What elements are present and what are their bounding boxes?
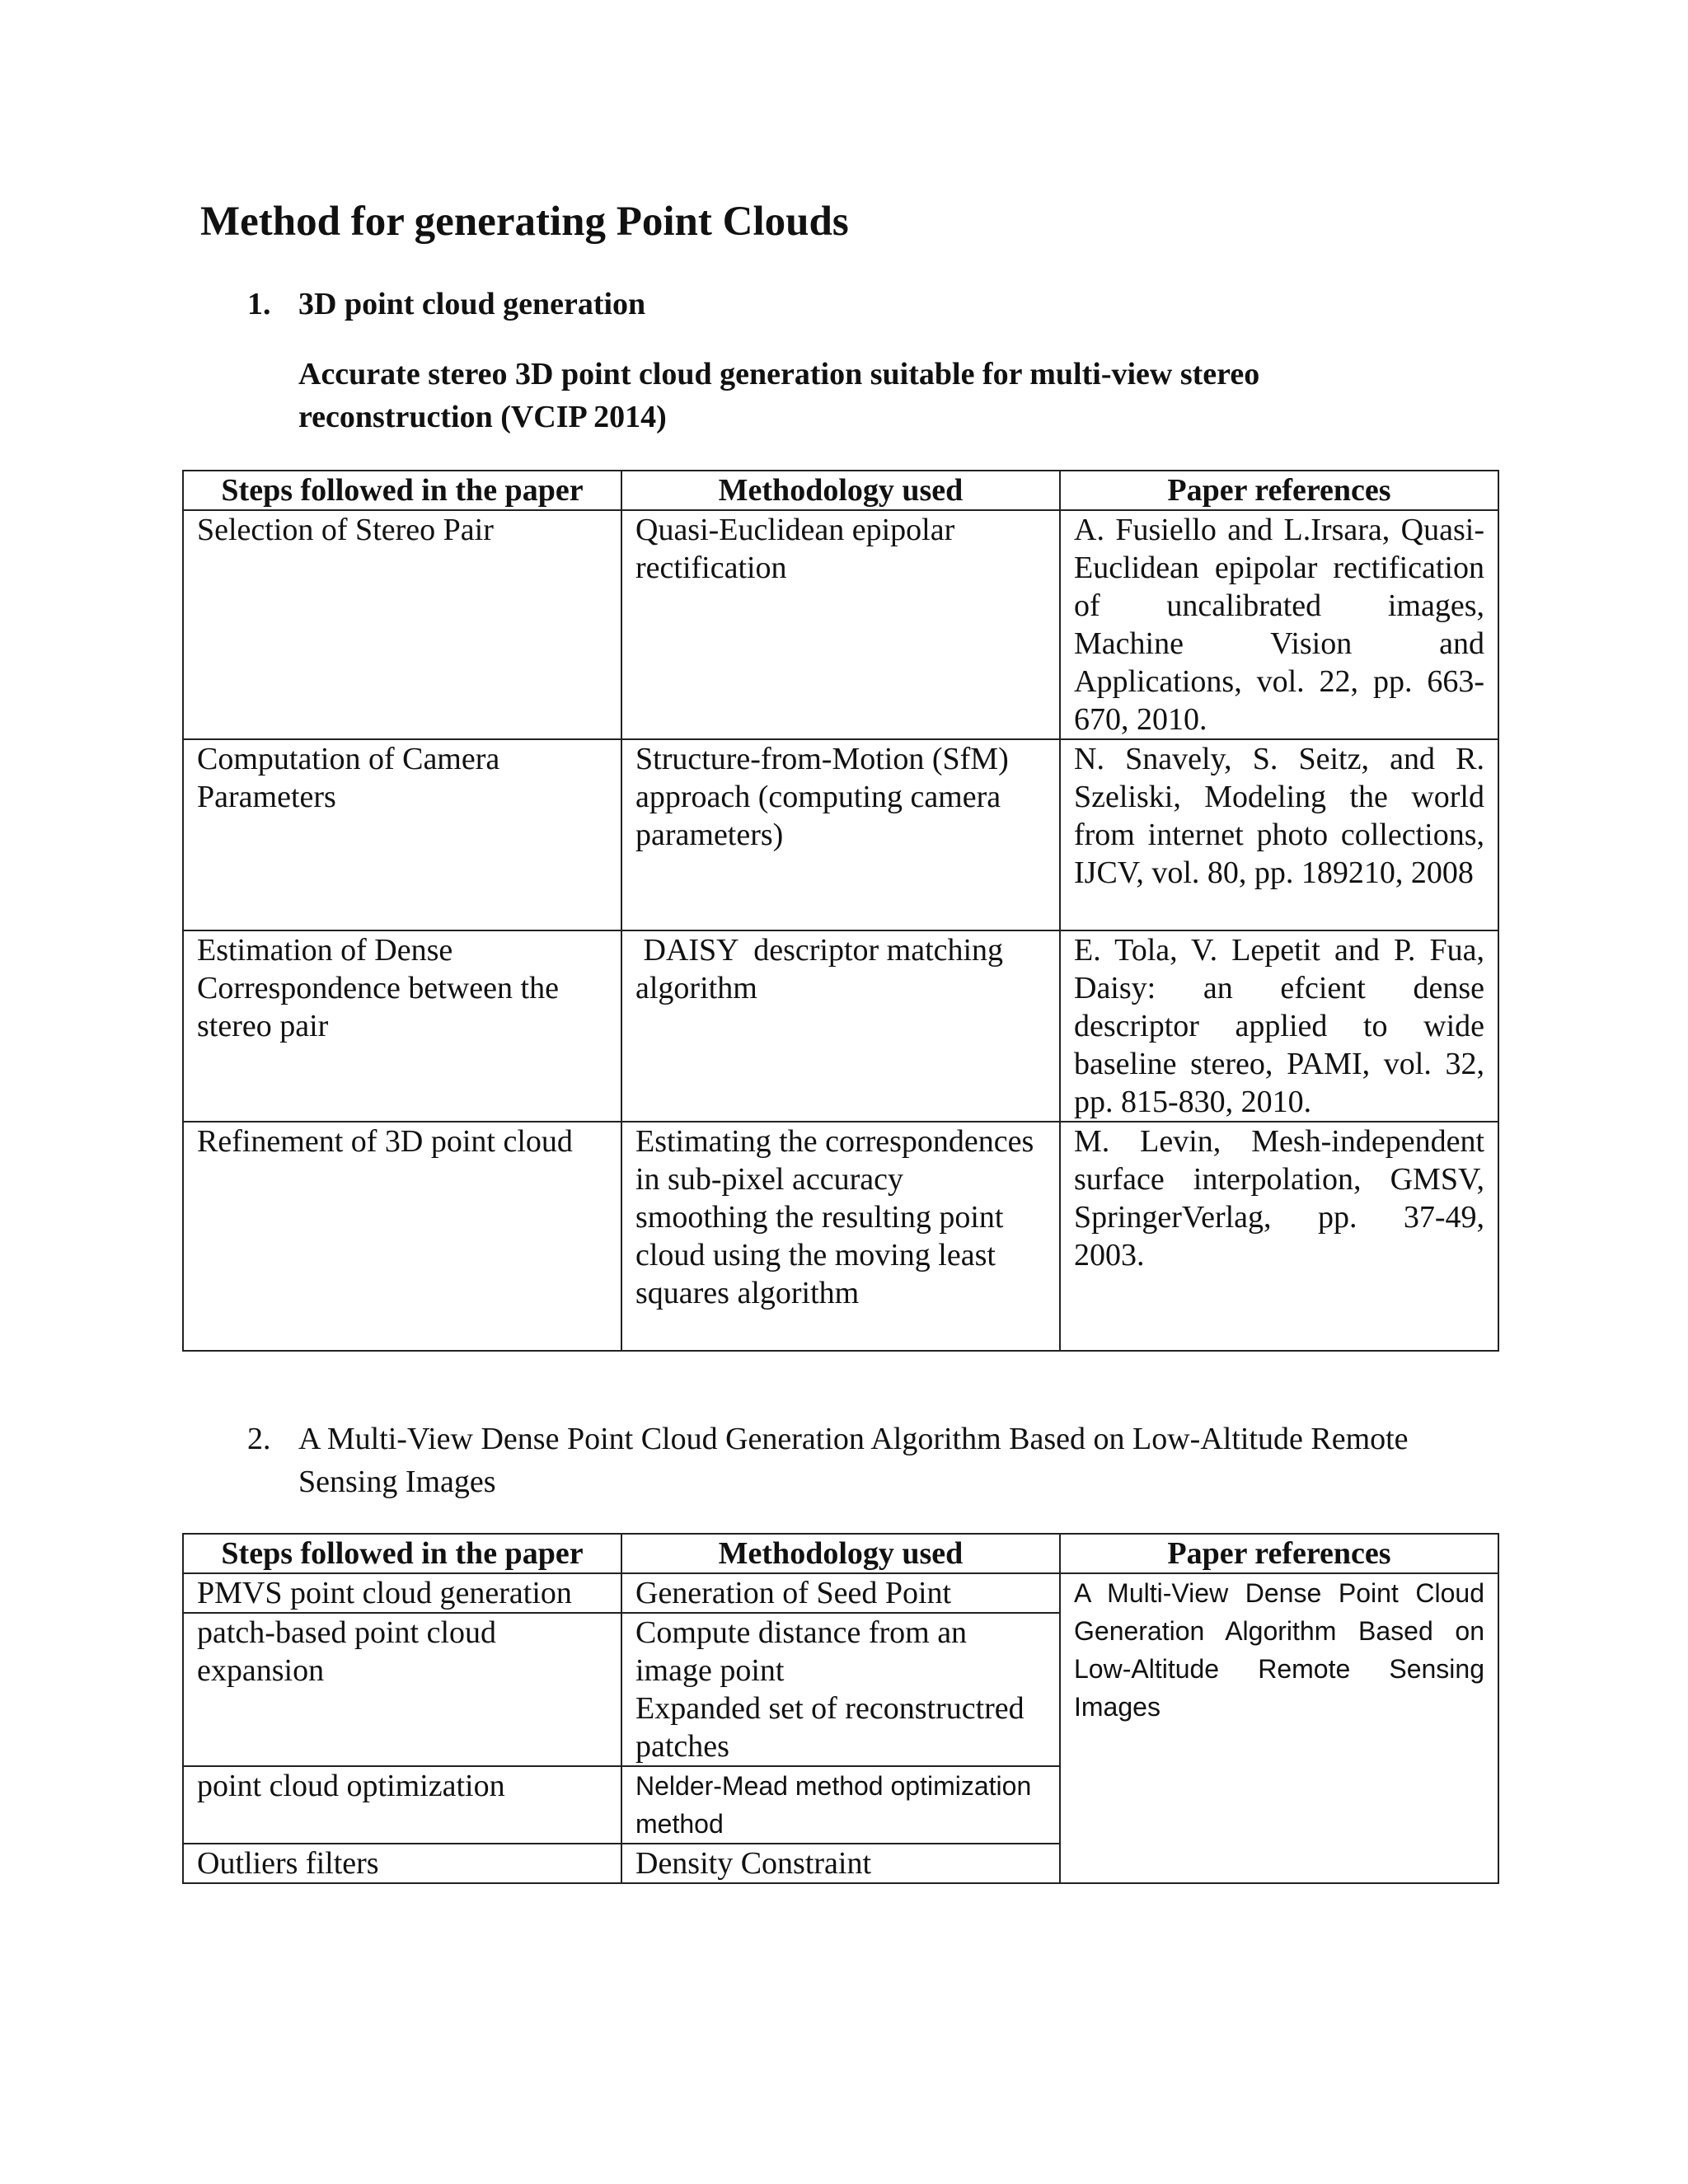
- section-1-title: 3D point cloud generation: [298, 287, 646, 321]
- reference-cell: E. Tola, V. Lepetit and P. Fua, Daisy: an efcient dense descriptor applied to wide baseline stereo, PAMI, vol. 32, pp. 815-830, 2010.: [1060, 930, 1498, 1122]
- section-2-heading: [247, 1418, 1409, 1503]
- step-cell: Outliers filters: [183, 1844, 621, 1883]
- method-cell: Structure-from-Motion (SfM) approach (computing camera parameters): [621, 739, 1060, 930]
- section-2-title-line-1: A Multi-View Dense Point Cloud Generation Algorithm Based on Low-Altitude Remote: [298, 1422, 1409, 1456]
- step-cell: PMVS point cloud generation: [183, 1573, 621, 1613]
- method-line: Compute distance from an image point: [635, 1615, 968, 1688]
- method-line: smoothing the resulting point cloud using the moving least squares algorithm: [635, 1200, 1004, 1310]
- step-cell: Refinement of 3D point cloud: [183, 1122, 621, 1351]
- table-2-header-references: Paper references: [1060, 1534, 1498, 1573]
- table-1-header-row: [183, 471, 1498, 510]
- section-1-heading: [247, 283, 645, 326]
- paper-1-title: [298, 353, 1259, 438]
- reference-cell: A. Fusiello and L.Irsara, Quasi-Euclidean epipolar rectification of uncalibrated images, Machine Vision and Applications, vol. 22, pp. 663-670, 2010.: [1060, 510, 1498, 739]
- table-row: [183, 1573, 1498, 1613]
- step-cell: Estimation of Dense Correspondence between the stereo pair: [183, 930, 621, 1122]
- step-cell: Selection of Stereo Pair: [183, 510, 621, 739]
- method-cell: Density Constraint: [621, 1844, 1060, 1883]
- table-2-header-row: [183, 1534, 1498, 1573]
- method-line: Estimating the correspondences in sub-pixel accuracy: [635, 1124, 1034, 1197]
- reference-cell: M. Levin, Mesh-independent surface interpolation, GMSV, SpringerVerlag, pp. 37-49, 2003.: [1060, 1122, 1498, 1351]
- reference-cell: N. Snavely, S. Seitz, and R. Szeliski, Modeling the world from internet photo collections, IJCV, vol. 80, pp. 189210, 2008: [1060, 739, 1498, 930]
- method-cell: Generation of Seed Point: [621, 1573, 1060, 1613]
- table-1-header-methodology: Methodology used: [621, 471, 1060, 510]
- section-2-number: 2.: [247, 1422, 271, 1456]
- table-2-steps: [182, 1533, 1499, 1884]
- table-1-header-references: Paper references: [1060, 471, 1498, 510]
- table-2-header-steps: Steps followed in the paper: [183, 1534, 621, 1573]
- step-cell: patch-based point cloud expansion: [183, 1613, 621, 1766]
- table-row: [183, 930, 1498, 1122]
- step-cell: point cloud optimization: [183, 1766, 621, 1844]
- reference-cell: A Multi-View Dense Point Cloud Generation Algorithm Based on Low-Altitude Remote Sensing Images: [1060, 1573, 1498, 1883]
- paper-1-title-line-2: reconstruction (VCIP 2014): [298, 400, 667, 434]
- section-2-title-line-2: Sensing Images: [298, 1465, 496, 1499]
- step-cell: Computation of Camera Parameters: [183, 739, 621, 930]
- page-title: Method for generating Point Clouds: [200, 199, 849, 245]
- method-cell: DAISY descriptor matching algorithm: [621, 930, 1060, 1122]
- table-2-header-methodology: Methodology used: [621, 1534, 1060, 1573]
- method-cell: [621, 1122, 1060, 1351]
- table-1-steps: [182, 470, 1499, 1352]
- method-line: Expanded set of reconstructred patches: [635, 1691, 1025, 1764]
- paper-1-title-line-1: Accurate stereo 3D point cloud generation suitable for multi-view stereo: [298, 357, 1260, 391]
- table-row: [183, 739, 1498, 930]
- table-1-header-steps: Steps followed in the paper: [183, 471, 621, 510]
- table-row: [183, 1122, 1498, 1351]
- method-cell: [621, 1613, 1060, 1766]
- table-row: [183, 510, 1498, 739]
- method-cell: Quasi-Euclidean epipolar rectification: [621, 510, 1060, 739]
- method-cell: Nelder-Mead method optimization method: [621, 1766, 1060, 1844]
- section-1-number: 1.: [247, 287, 271, 321]
